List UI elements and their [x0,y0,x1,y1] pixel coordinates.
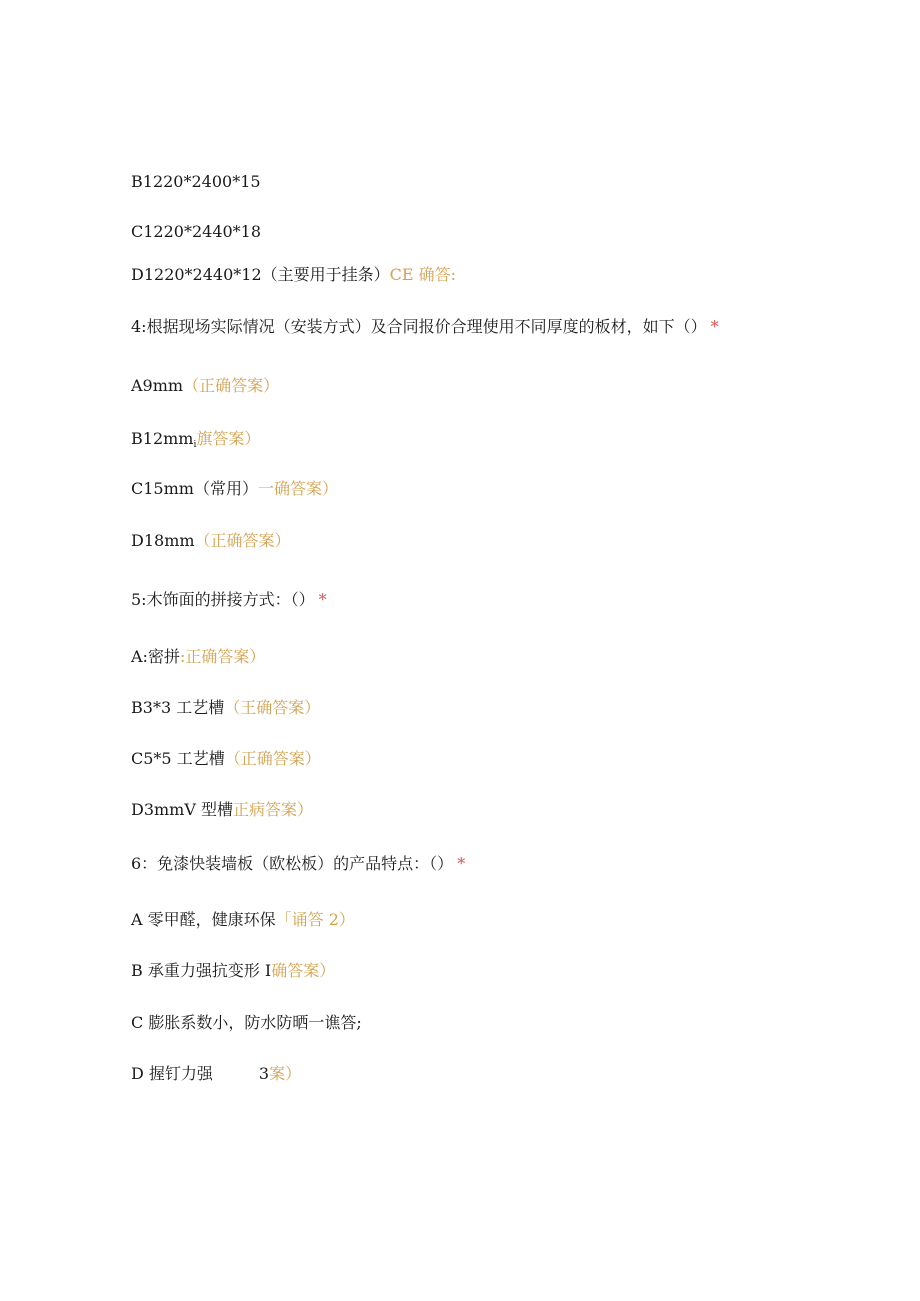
q4-option-b [131,428,260,456]
q4-option-d [131,530,291,552]
answer-mark: 一确答案） [257,479,338,498]
answer-mark: 正病答案） [233,800,314,819]
q6-option-d [131,1063,301,1085]
q6-option-a [131,909,355,931]
option-text: D18mm [131,531,195,550]
option-text: B1220*2400*15 [131,172,261,191]
option-text: A9mm [131,376,184,395]
q5-option-b [131,697,320,719]
q5-question [131,589,327,611]
option-text: C 膨胀系数小，防水防晒一谯答; [131,1013,362,1032]
option-text: C1220*2440*18 [131,222,262,241]
option-text: D 握钉力强 [131,1064,213,1083]
q5-option-d [131,799,313,821]
required-star: * [457,854,466,873]
option-text: B3*3 工艺槽 [131,698,225,717]
q5-option-c [131,748,321,770]
question-text: 5:木饰面的拼接方式：（） [131,590,315,609]
option-text: C15mm（常用） [131,479,258,498]
answer-mark: 旗答案） [196,429,261,448]
question-text: 4:根据现场实际情况（安装方式）及合同报价合理使用不同厚度的板材，如下（） [131,317,707,336]
q4-option-a [131,375,279,397]
answer-mark: CE 确答: [389,265,457,284]
answer-mark: （王确答案） [224,698,321,717]
option-text: D3mmV 型槽 [131,800,233,819]
required-star: * [318,590,327,609]
option-fragment: 3 [258,1064,270,1083]
q5-option-a [131,646,265,668]
required-star: * [710,317,719,336]
option-text: D1220*2440*12（主要用于挂条） [131,265,390,284]
answer-mark: （正确答案） [194,531,291,550]
q3-option-b [131,171,261,193]
option-subscript: i [193,440,197,450]
answer-mark: （正确答案） [183,376,280,395]
option-text: C5*5 工艺槽 [131,749,225,768]
answer-mark: 「诵答 2） [275,910,355,929]
question-text: 6：免漆快装墙板（欧松板）的产品特点：（） [131,854,454,873]
option-text: B 承重力强抗变形 I [131,961,272,980]
q3-option-d [131,264,456,286]
option-text: B12mm [131,429,194,448]
q6-option-c [131,1012,362,1034]
answer-mark: :正确答案） [179,647,266,666]
answer-mark: 确答案） [271,961,336,980]
q4-option-c [131,478,338,500]
q4-question [131,316,719,338]
q3-option-c [131,221,261,243]
q6-question [131,853,465,875]
option-text: A:密拼 [131,647,180,666]
answer-mark: （正确答案） [224,749,321,768]
option-text: A 零甲醛，健康环保 [131,910,276,929]
answer-mark: 案） [269,1064,302,1083]
q6-option-b [131,960,335,982]
